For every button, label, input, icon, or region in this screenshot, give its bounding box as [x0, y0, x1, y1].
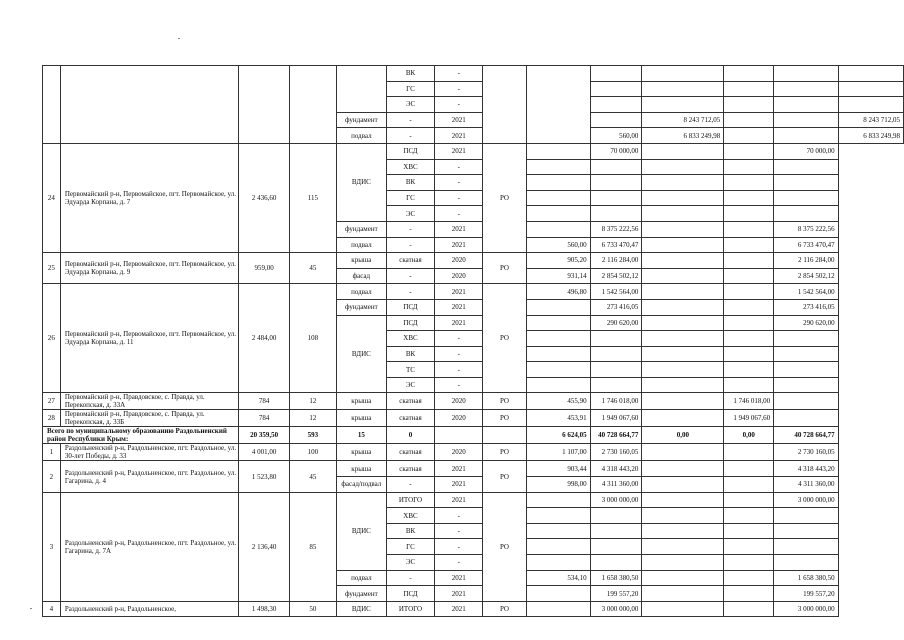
total-cell: 6 733 470,47 [774, 237, 838, 253]
element-cell: ЭС [386, 97, 434, 113]
system-cell: ВДИС [336, 601, 386, 617]
type-cell: - [386, 128, 434, 144]
residents-cell: 12 [289, 410, 336, 427]
element-cell: ВК [386, 346, 434, 362]
type-cell: - [435, 346, 483, 362]
sum-cell: 1 658 380,50 [590, 570, 642, 586]
element-cell: ВК [386, 523, 434, 539]
fund-cell [724, 66, 774, 82]
table-row [43, 444, 904, 461]
system-cell: ВДИС [336, 143, 386, 221]
work-cell: фундамент [336, 112, 386, 128]
type-cell: ПСД [386, 586, 434, 602]
work-cell: фундамент [336, 221, 386, 237]
year-cell [483, 66, 526, 144]
area-cell: 1 523,80 [239, 461, 290, 492]
year-cell: 2021 [435, 570, 483, 586]
address-cell: Первомайский р-н, Правдовское, с. Правда, ул. Перекопская, д. 33Б [60, 410, 239, 427]
year-cell: 2021 [435, 112, 483, 128]
total-label: Всего по муниципальному образованию Раздольненский район Республики Крым: [43, 427, 239, 444]
org-cell: РО [483, 143, 526, 252]
total-cell: 70 000,00 [774, 143, 838, 159]
work-cell: крыша [336, 461, 386, 477]
address-cell: Раздольненский р-н, Раздольненское, пгт. Раздольное, ул. Гагарина, д. 4 [60, 461, 239, 492]
sum-cell: 2 854 502,12 [590, 268, 642, 284]
year-cell: 2020 [435, 410, 483, 427]
address-cell: Раздольненский р-н, Раздольненское, [60, 601, 239, 617]
element-cell: ЭС [386, 206, 434, 222]
year-cell: 2021 [435, 586, 483, 602]
type-cell: - [435, 331, 483, 347]
total-cell: 2 854 502,12 [774, 268, 838, 284]
year-cell: 2021 [435, 128, 483, 144]
sum-cell: 1 746 018,00 [590, 393, 642, 410]
total-cell: 8 375 222,56 [774, 221, 838, 237]
num-cell: 1 [43, 444, 61, 461]
work-area-cell: 1 107,00 [526, 444, 590, 461]
system-cell: ВДИС [336, 315, 386, 393]
type-cell: - [435, 508, 483, 524]
total-area: 20 359,50 [239, 427, 290, 444]
org-cell: РО [483, 410, 526, 427]
element-cell: ПСД [386, 143, 434, 159]
fund-cell: 1 949 067,60 [724, 410, 774, 427]
total-sum: 40 728 664,77 [590, 427, 642, 444]
type-cell: 2021 [435, 143, 483, 159]
table-row [43, 284, 904, 300]
num-cell: 28 [43, 410, 61, 427]
total-cell: 273 416,05 [774, 299, 838, 315]
total-cell [838, 66, 903, 82]
element-cell: ИТОГО [386, 601, 434, 617]
total-cell: 4 311 360,00 [774, 477, 838, 493]
area-cell: 4 001,00 [239, 444, 290, 461]
area-cell: 2 436,60 [239, 143, 290, 252]
type-cell: - [435, 206, 483, 222]
sum-cell [642, 66, 724, 82]
element-cell: ЭС [386, 555, 434, 571]
type-cell: - [435, 555, 483, 571]
type-cell: - [386, 284, 434, 300]
work-cell: крыша [336, 410, 386, 427]
element-cell: ГС [386, 539, 434, 555]
year-cell: 2021 [435, 477, 483, 493]
work-area-cell: 455,90 [526, 393, 590, 410]
work-area-cell: 534,10 [526, 570, 590, 586]
element-cell: ПСД [386, 315, 434, 331]
sum-cell: 6 733 470,47 [590, 237, 642, 253]
residents-cell [289, 66, 336, 144]
total-cell: 6 833 249,98 [838, 128, 903, 144]
num-cell [43, 66, 61, 144]
total-c10: 0,00 [724, 427, 774, 444]
type-cell: - [435, 175, 483, 191]
system-cell: ВДИС [336, 492, 386, 570]
area-cell: 2 484,00 [239, 284, 290, 393]
area-cell: 959,00 [239, 253, 290, 284]
type-cell: скатная [386, 461, 434, 477]
table-row [43, 393, 904, 410]
type-cell: - [435, 377, 483, 393]
element-cell: ВК [386, 175, 434, 191]
table-row [43, 253, 904, 269]
residents-cell: 108 [289, 284, 336, 393]
num-cell: 2 [43, 461, 61, 492]
type-cell: скатная [386, 253, 434, 269]
work-cell: крыша [336, 393, 386, 410]
residents-cell: 115 [289, 143, 336, 252]
sum-cell: 2 116 284,00 [590, 253, 642, 269]
total-cell: 290 620,00 [774, 315, 838, 331]
work-area-cell: 998,00 [526, 477, 590, 493]
address-cell [60, 66, 239, 144]
num-cell: 24 [43, 143, 61, 252]
year-cell: 2021 [435, 237, 483, 253]
element-cell: ГС [386, 190, 434, 206]
scan-speck [178, 38, 180, 39]
sum-cell: 8 375 222,56 [590, 221, 642, 237]
sum-cell: 1 949 067,60 [590, 410, 642, 427]
work-cell: фундамент [336, 586, 386, 602]
work-cell: подвал [336, 570, 386, 586]
work-cell: подвал [336, 128, 386, 144]
num-cell: 26 [43, 284, 61, 393]
type-cell: - [386, 237, 434, 253]
num-cell: 4 [43, 601, 61, 617]
element-cell: ХВС [386, 508, 434, 524]
type-cell: - [435, 97, 483, 113]
element-cell: ХВС [386, 159, 434, 175]
sum-cell: 1 542 564,00 [590, 284, 642, 300]
residents-cell: 100 [289, 444, 336, 461]
fund-cell: 1 746 018,00 [724, 393, 774, 410]
type-cell: - [386, 477, 434, 493]
type-cell: - [435, 523, 483, 539]
work-cell: фундамент [336, 299, 386, 315]
type-cell: 2021 [435, 315, 483, 331]
area-cell [239, 66, 290, 144]
address-cell: Первомайский р-н, Первомайское, пгт. Первомайское, ул. Эдуарда Корпана, д. 7 [60, 143, 239, 252]
total-cell: 3 000 000,00 [774, 492, 838, 508]
work-area-cell [590, 66, 642, 82]
work-area-cell: 560,00 [526, 237, 590, 253]
type-cell: - [386, 268, 434, 284]
element-cell: ИТОГО [386, 492, 434, 508]
type-cell: - [435, 159, 483, 175]
total-cell: 3 000 000,00 [774, 601, 838, 617]
total-cell: 2 116 284,00 [774, 253, 838, 269]
work-cell: подвал [336, 237, 386, 253]
type-cell: - [386, 221, 434, 237]
element-cell: ТС [386, 362, 434, 378]
work-cell: крыша [336, 253, 386, 269]
address-cell: Раздольненский р-н, Раздольненское, пгт. Раздольное, ул. 30-лет Победы, д. 33 [60, 444, 239, 461]
sum-cell: 199 557,20 [590, 586, 642, 602]
total-cell: 199 557,20 [774, 586, 838, 602]
type-cell: скатная [386, 410, 434, 427]
work-area-cell: 903,44 [526, 461, 590, 477]
total-grand: 40 728 664,77 [774, 427, 838, 444]
element-cell: ХВС [386, 331, 434, 347]
table-row [43, 461, 904, 477]
total-zero: 0 [386, 427, 434, 444]
repair-program-table [42, 65, 904, 617]
address-cell: Первомайский р-н, Первомайское, пгт. Первомайское, ул. Эдуарда Корпана, д. 9 [60, 253, 239, 284]
type-cell: - [386, 570, 434, 586]
total-count: 15 [336, 427, 386, 444]
year-cell: 2021 [435, 601, 483, 617]
num-cell: 25 [43, 253, 61, 284]
area-cell: 1 498,30 [239, 601, 290, 617]
residents-cell: 12 [289, 393, 336, 410]
total-residents: 593 [289, 427, 336, 444]
type-cell: скатная [386, 393, 434, 410]
year-cell: 2020 [435, 393, 483, 410]
system-cell [336, 66, 386, 113]
sum-cell: 70 000,00 [590, 143, 642, 159]
address-cell: Первомайский р-н, Первомайское, пгт. Первомайское, ул. Эдуарда Корпана, д. 11 [60, 284, 239, 393]
type-cell: - [435, 539, 483, 555]
total-c9: 0,00 [642, 427, 724, 444]
sum-cell: 2 730 160,05 [590, 444, 642, 461]
org-cell: РО [483, 253, 526, 284]
total-cell: 1 542 564,00 [774, 284, 838, 300]
org-cell: РО [483, 492, 526, 601]
area-cell: 2 136,40 [239, 492, 290, 601]
table-row [43, 66, 904, 82]
work-area-cell: 931,14 [526, 268, 590, 284]
num-cell: 3 [43, 492, 61, 601]
year-cell: 2020 [435, 253, 483, 269]
work-cell: фасад/подвал [336, 477, 386, 493]
sum-cell: 4 318 443,20 [590, 461, 642, 477]
org-cell [526, 66, 590, 144]
work-cell: подвал [336, 284, 386, 300]
area-cell: 784 [239, 393, 290, 410]
org-cell: РО [483, 461, 526, 492]
sum-cell: 290 620,00 [590, 315, 642, 331]
year-cell: 2020 [435, 444, 483, 461]
type-cell: - [435, 190, 483, 206]
table-row [43, 601, 904, 617]
other-cell [774, 66, 838, 82]
year-cell: 2021 [435, 221, 483, 237]
sum-cell: 4 311 360,00 [590, 477, 642, 493]
table-row [43, 410, 904, 427]
residents-cell: 45 [289, 253, 336, 284]
element-cell: ВК [386, 66, 434, 82]
total-row [43, 427, 904, 444]
total-cell: 8 243 712,05 [838, 112, 903, 128]
type-cell: - [435, 81, 483, 97]
residents-cell: 50 [289, 601, 336, 617]
total-work-area: 6 624,05 [526, 427, 590, 444]
year-cell: 2021 [435, 461, 483, 477]
num-cell: 27 [43, 393, 61, 410]
element-cell: ЭС [386, 377, 434, 393]
org-cell: РО [483, 444, 526, 461]
sum-cell: 273 416,05 [590, 299, 642, 315]
work-area-cell: 453,91 [526, 410, 590, 427]
sum-cell: 3 000 000,00 [590, 492, 642, 508]
type-cell: 2021 [435, 492, 483, 508]
table-row [43, 492, 904, 508]
residents-cell: 45 [289, 461, 336, 492]
total-cell: 1 658 380,50 [774, 570, 838, 586]
address-cell: Раздольненский р-н, Раздольненское, пгт. Раздольное, ул. Гагарина, д. 7А [60, 492, 239, 601]
total-cell: 4 318 443,20 [774, 461, 838, 477]
residents-cell: 85 [289, 492, 336, 601]
org-cell: РО [483, 284, 526, 393]
work-area-cell: 560,00 [590, 128, 642, 144]
total-cell: 2 730 160,05 [774, 444, 838, 461]
sum-cell: 6 833 249,98 [642, 128, 724, 144]
work-area-cell: 496,80 [526, 284, 590, 300]
type-cell: - [435, 362, 483, 378]
sum-cell: 3 000 000,00 [590, 601, 642, 617]
table-row [43, 143, 904, 159]
org-cell: РО [483, 601, 526, 617]
sum-cell: 8 243 712,05 [642, 112, 724, 128]
area-cell: 784 [239, 410, 290, 427]
work-cell: крыша [336, 444, 386, 461]
type-cell: ПСД [386, 299, 434, 315]
type-cell: - [386, 112, 434, 128]
work-cell: фасад [336, 268, 386, 284]
element-cell: ГС [386, 81, 434, 97]
work-area-cell: 905,20 [526, 253, 590, 269]
org-cell: РО [483, 393, 526, 410]
year-cell: 2020 [435, 268, 483, 284]
year-cell: 2021 [435, 284, 483, 300]
type-cell: - [435, 66, 483, 82]
address-cell: Первомайский р-н, Правдовское, с. Правда, ул. Перекопская, д. 33А [60, 393, 239, 410]
type-cell: скатная [386, 444, 434, 461]
scan-speck [30, 608, 32, 609]
year-cell: 2021 [435, 299, 483, 315]
